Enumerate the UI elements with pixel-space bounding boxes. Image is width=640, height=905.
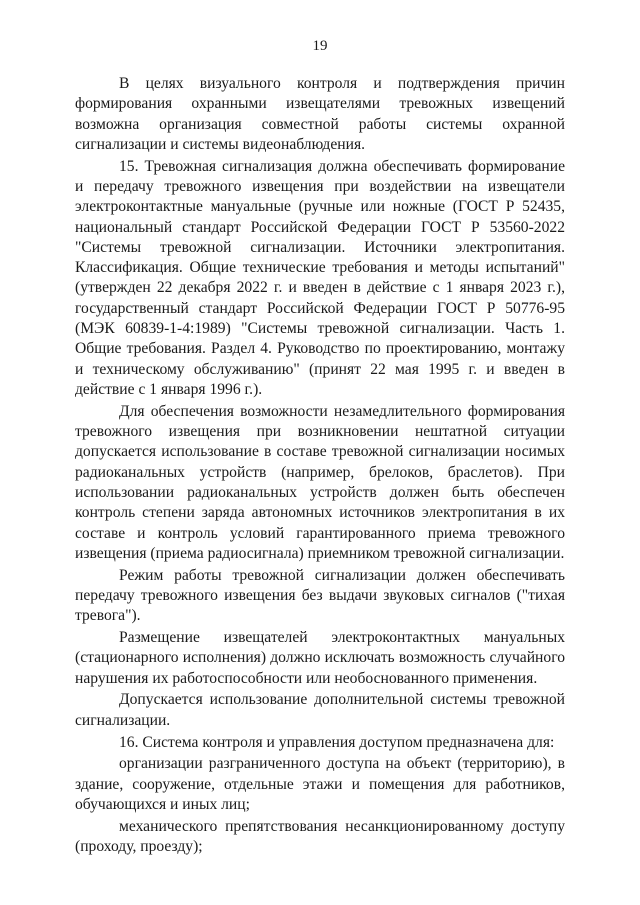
paragraph-silent-alarm: Режим работы тревожной сигнализации должен обеспечивать передачу тревожного извещения без выдачи звуковых сигналов ("тихая тревога"). — [75, 566, 565, 625]
paragraph-detector-placement: Размещение извещателей электроконтактных мануальных (стационарного исполнения) должно исключать возможность случайного нарушения их работоспособности или необоснованного применения. — [75, 629, 565, 687]
page-number: 19 — [312, 38, 328, 54]
paragraph-video-monitoring: В целях визуального контроля и подтверждения причин формирования охранными извещателями тревожных извещений возможна организация совместной работы системы охранной сигнализации и системы видеонаблюдения. — [75, 75, 565, 153]
paragraph-radio-devices: Для обеспечения возможности незамедлительного формирования тревожного извещения при возникновении нештатной ситуации допускается использование в составе тревожной сигнализации носимых радиоканальных устройств (например, брелоков, браслетов). При использовании радиоканальных устройств должен быть обеспечен контроль степени заряда автономных источников электропитания в их составе и контроль условий гарантированного приема тревожного извещения (приема радиосигнала) приемником тревожной сигнализации. — [75, 402, 565, 562]
paragraph-access-organization: организации разграниченного доступа на объект (территорию), в здание, сооружение, отдельные этажи и помещения для работников, обучающихся и иных лиц; — [75, 755, 565, 813]
paragraph-item-15: 15. Тревожная сигнализация должна обеспечивать формирование и передачу тревожного извещения при воздействии на извещатели электроконтактные мануальные (ручные или ножные (ГОСТ Р 52435, национальный стандарт Российской Федерации ГОСТ Р 53560-2022 "Системы тревожной сигнализации. Источники электропитания. Классификация. Общие технические требования и методы испытаний" (утвержден 22 декабря 2022 г. и введен в действие с 1 января 2023 г.), государственный стандарт Российской Федерации ГОСТ Р 50776-95 (МЭК 60839-1-4:1989) "Системы тревожной сигнализации. Часть 1. Общие требования. Раздел 4. Руководство по проектированию, монтажу и техническому обслуживанию" (принят 22 мая 1995 г. и введен в действие с 1 января 1996 г.). — [75, 157, 565, 398]
paragraph-additional-system: Допускается использование дополнительной системы тревожной сигнализации. — [75, 691, 565, 729]
paragraph-item-16: 16. Система контроля и управления доступом предназначена для: — [119, 733, 555, 751]
document-body — [75, 74, 565, 859]
paragraph-mechanical-prevention: механического препятствования несанкционированному доступу (проходу, проезду); — [75, 817, 565, 855]
